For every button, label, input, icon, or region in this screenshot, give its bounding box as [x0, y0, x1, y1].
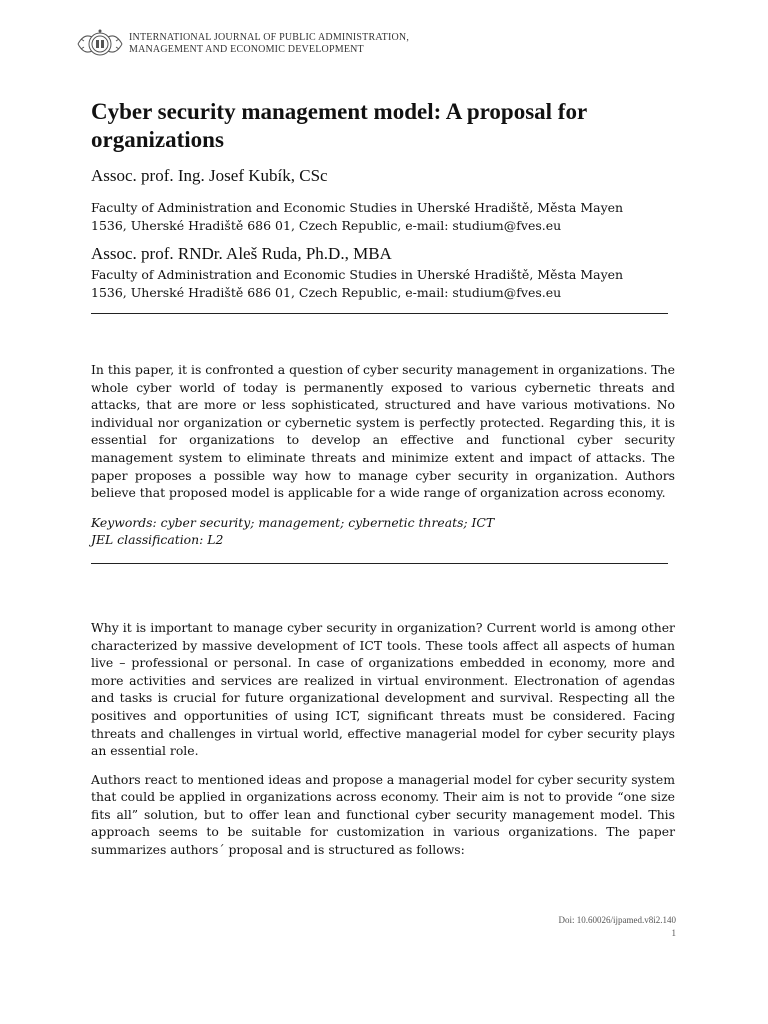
- page-footer: [559, 914, 677, 940]
- affiliation-line: Faculty of Administration and Economic Studies in Uherské Hradiště, Města Mayen: [91, 200, 624, 215]
- abstract-text: In this paper, it is confronted a question of cyber security management in organizations. The whole cyber world of today is permanently exposed to various cybernetic threats and attacks, that are more or less sophisticated, structured and have various motivations. No individual nor organization or cybernetic system is perfectly protected. Regarding this, it is essential for organizations to develop an effective and functional cyber security management system to eliminate threats and minimize extent and impact of attacks. The paper proposes a possible way how to manage cyber security in organization. Authors believe that proposed model is applicable for a wide range of organization across economy.: [91, 362, 675, 501]
- affiliation-line: 1536, Uherské Hradiště 686 01, Czech Republic, e-mail: studium@fves.eu: [91, 284, 562, 300]
- affiliation-line: 1536, Uherské Hradiště 686 01, Czech Republic, e-mail: studium@fves.eu: [91, 217, 562, 233]
- jel-classification: JEL classification: L2: [91, 532, 224, 548]
- author-name: Assoc. prof. Ing. Josef Kubík, CSc: [91, 166, 328, 185]
- body-paragraph: Authors react to mentioned ideas and propose a managerial model for cyber security system that could be applied in organizations across economy. Their aim is not to provide “one size fits all” solution, but to offer lean and functional cyber security management model. This approach seems to be suitable for customization in various organizations. The paper summarizes authors´ proposal and is structured as follows:: [91, 771, 675, 858]
- page-number: 1: [671, 928, 676, 938]
- journal-header: [76, 27, 409, 61]
- journal-name: [129, 32, 409, 56]
- affiliation-line: Faculty of Administration and Economic Studies in Uherské Hradiště, Města Mayen: [91, 267, 624, 282]
- doi-text: Doi: 10.60026/ijpamed.v8i2.140: [558, 915, 676, 925]
- keywords: Keywords: cyber security; management; cybernetic threats; ICT: [91, 514, 495, 530]
- author-affiliation: [91, 199, 675, 234]
- paper-content: [91, 98, 675, 859]
- paper-title: Cyber security management model: A proposal for organizations: [91, 99, 587, 152]
- author-affiliation: [91, 266, 675, 301]
- body-paragraph: Why it is important to manage cyber security in organization? Current world is among other characterized by massive development of ICT tools. These tools affect all aspects of human live – professional or personal. In case of organizations embedded in economy, more and more activities and services are realized in virtual environment. Electronation of agendas and tasks is crucial for future organizational development and survival. Respecting all the positives and opportunities of using ICT, significant threats must be considered. Facing threats and challenges in virtual world, effective managerial model for cyber security plays an essential role.: [91, 619, 675, 759]
- section-divider: [91, 563, 668, 564]
- journal-name-line2: MANAGEMENT AND ECONOMIC DEVELOPMENT: [129, 44, 364, 55]
- journal-logo-icon: [76, 27, 124, 61]
- author-name: Assoc. prof. RNDr. Aleš Ruda, Ph.D., MBA: [91, 244, 392, 263]
- section-divider: [91, 313, 668, 314]
- journal-name-line1: INTERNATIONAL JOURNAL OF PUBLIC ADMINISTRATION,: [129, 32, 410, 43]
